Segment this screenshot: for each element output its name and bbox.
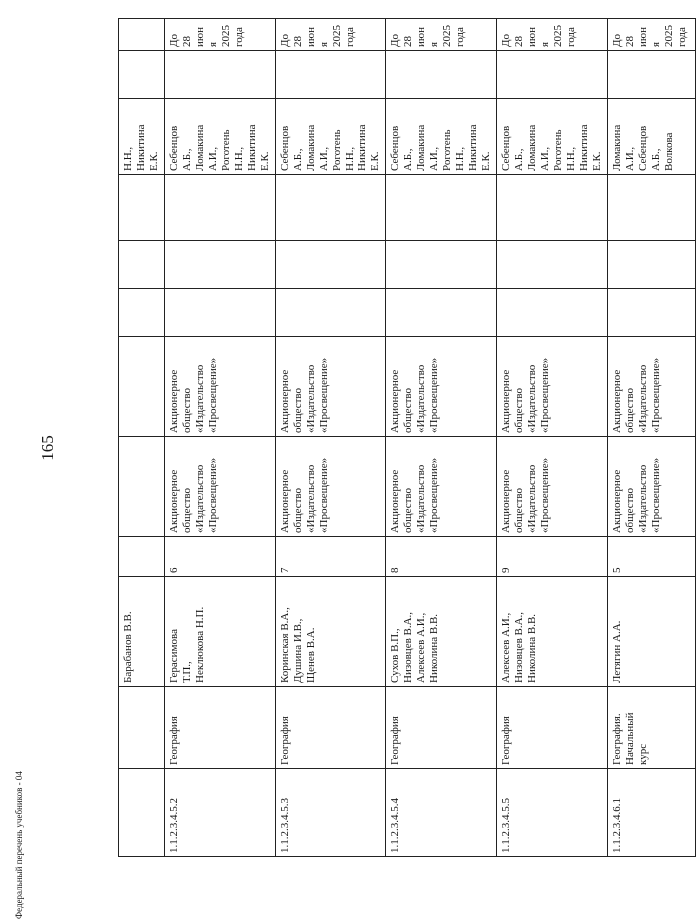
cell-col11	[497, 51, 608, 99]
cell-code: 1.1.2.3.4.5.5	[497, 769, 608, 857]
cell-subject: География. Начальный курс	[607, 687, 695, 769]
table-row	[119, 19, 165, 857]
cell-deadline: До 28 июня 2025 года	[497, 19, 608, 51]
cell-grade: 8	[386, 537, 497, 577]
cell-publisher1	[119, 437, 165, 537]
cell-publisher2: Акционерное общество «Издательство «Просвещение»	[607, 337, 695, 437]
cell-grade	[119, 537, 165, 577]
cell-subject: География	[164, 687, 275, 769]
table-row	[386, 19, 497, 857]
cell-subject: География	[386, 687, 497, 769]
cell-code: 1.1.2.3.4.5.4	[386, 769, 497, 857]
cell-col7	[275, 289, 386, 337]
cell-grade: 6	[164, 537, 275, 577]
cell-col9	[386, 175, 497, 241]
cell-subject	[119, 687, 165, 769]
cell-col7	[607, 289, 695, 337]
cell-publisher2: Акционерное общество «Издательство «Просвещение»	[386, 337, 497, 437]
table-row	[607, 19, 695, 857]
cell-publisher2: Акционерное общество «Издательство «Просвещение»	[497, 337, 608, 437]
cell-publisher1: Акционерное общество «Издательство «Просвещение»	[386, 437, 497, 537]
cell-col8	[607, 241, 695, 289]
cell-publisher2	[119, 337, 165, 437]
cell-col9	[607, 175, 695, 241]
cell-people: Н.Н., Никитина Е.К.	[119, 99, 165, 175]
cell-subject: География	[275, 687, 386, 769]
cell-code: 1.1.2.3.4.6.1	[607, 769, 695, 857]
cell-code	[119, 769, 165, 857]
table-row	[164, 19, 275, 857]
cell-people: Себенцов А.Б., Ломакина А.И., Роготень Н.Н., Никитина Е.К.	[497, 99, 608, 175]
cell-people: Себенцов А.Б., Ломакина А.И., Роготень Н.Н., Никитина Е.К.	[164, 99, 275, 175]
cell-col11	[386, 51, 497, 99]
cell-grade: 7	[275, 537, 386, 577]
cell-deadline	[119, 19, 165, 51]
cell-col8	[275, 241, 386, 289]
cell-col11	[164, 51, 275, 99]
cell-col7	[497, 289, 608, 337]
cell-col7	[119, 289, 165, 337]
cell-col9	[164, 175, 275, 241]
rotated-table-wrapper	[118, 19, 688, 857]
cell-people: Себенцов А.Б., Ломакина А.И., Роготень Н.Н., Никитина Е.К.	[275, 99, 386, 175]
cell-deadline: До 28 июня 2025 года	[386, 19, 497, 51]
footer-caption: Федеральный перечень учебников - 04	[14, 771, 24, 919]
cell-col9	[119, 175, 165, 241]
cell-col9	[275, 175, 386, 241]
cell-authors: Герасимова Т.П., Неклюкова Н.П.	[164, 577, 275, 687]
cell-col8	[164, 241, 275, 289]
cell-publisher2: Акционерное общество «Издательство «Просвещение»	[164, 337, 275, 437]
cell-code: 1.1.2.3.4.5.2	[164, 769, 275, 857]
cell-publisher1: Акционерное общество «Издательство «Просвещение»	[275, 437, 386, 537]
cell-deadline: До 28 июня 2025 года	[275, 19, 386, 51]
cell-deadline: До 28 июня 2025 года	[607, 19, 695, 51]
textbook-table	[118, 18, 696, 857]
cell-grade: 5	[607, 537, 695, 577]
table-row	[275, 19, 386, 857]
cell-people: Себенцов А.Б., Ломакина А.И., Роготень Н.Н., Никитина Е.К.	[386, 99, 497, 175]
cell-col7	[164, 289, 275, 337]
cell-authors: Летягин А.А.	[607, 577, 695, 687]
cell-publisher1: Акционерное общество «Издательство «Просвещение»	[497, 437, 608, 537]
cell-col11	[607, 51, 695, 99]
cell-code: 1.1.2.3.4.5.3	[275, 769, 386, 857]
cell-col8	[497, 241, 608, 289]
cell-subject: География	[497, 687, 608, 769]
table-row	[497, 19, 608, 857]
cell-grade: 9	[497, 537, 608, 577]
cell-authors: Коринская В.А., Душина И.В., Щенев В.А.	[275, 577, 386, 687]
page-number: 165	[38, 435, 57, 461]
cell-authors: Сухов В.П., Низовцев В.А., Алексеев А.И., Николина В.В.	[386, 577, 497, 687]
cell-authors: Алексеев А.И., Низовцев В.А., Николина В.В.	[497, 577, 608, 687]
cell-col11	[275, 51, 386, 99]
cell-col11	[119, 51, 165, 99]
cell-col8	[119, 241, 165, 289]
cell-publisher1: Акционерное общество «Издательство «Просвещение»	[164, 437, 275, 537]
cell-deadline: До 28 июня 2025 года	[164, 19, 275, 51]
cell-col8	[386, 241, 497, 289]
cell-people: Ломакина А.И., Себенцов А.Б., Волкова	[607, 99, 695, 175]
cell-publisher1: Акционерное общество «Издательство «Просвещение»	[607, 437, 695, 537]
cell-publisher2: Акционерное общество «Издательство «Просвещение»	[275, 337, 386, 437]
cell-col7	[386, 289, 497, 337]
cell-col9	[497, 175, 608, 241]
cell-authors: Барабанов В.В.	[119, 577, 165, 687]
